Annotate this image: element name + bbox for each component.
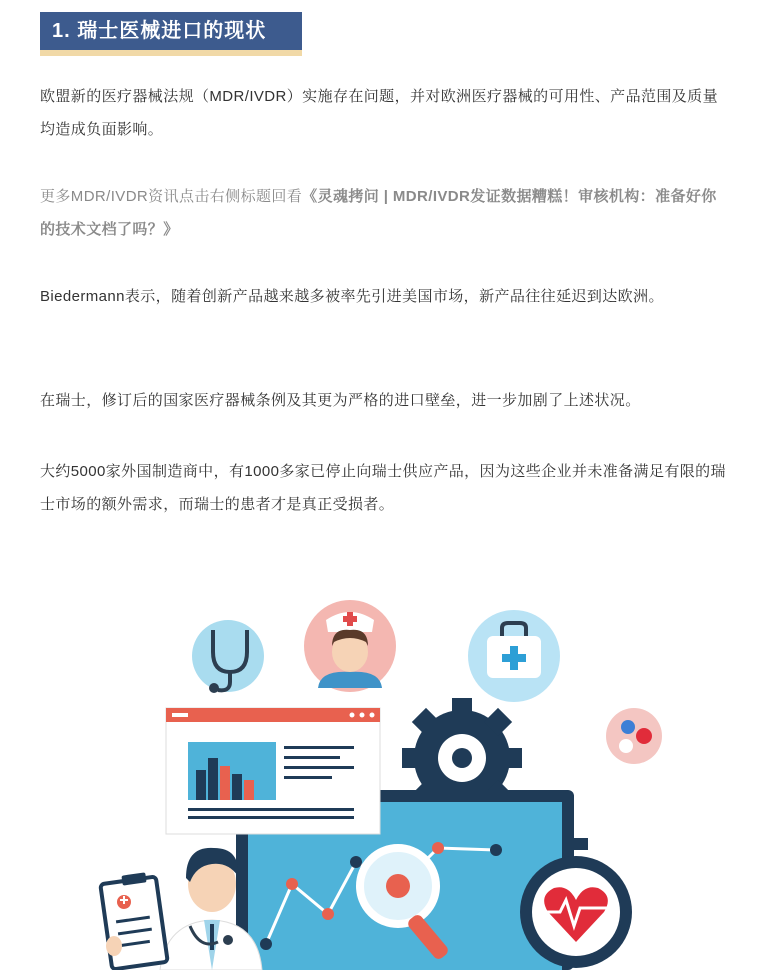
report-window-icon bbox=[166, 708, 380, 834]
section-heading: 1. 瑞士医械进口的现状 bbox=[40, 12, 302, 56]
paragraph-swiss-regulation: 在瑞士，修订后的国家医疗器械条例及其更为严格的进口壁垒，进一步加剧了上述状况。 bbox=[40, 392, 641, 409]
paragraph-more-info bbox=[40, 180, 730, 246]
clipboard-icon bbox=[100, 872, 167, 969]
paragraph-mdr-issues: 欧盟新的医疗器械法规（MDR/IVDR）实施存在问题，并对欧洲医疗器械的可用性、产品范围及质量均造成负面影响。 bbox=[40, 88, 718, 138]
first-aid-kit-icon bbox=[468, 610, 560, 702]
pills-icon bbox=[606, 708, 662, 764]
medical-illustration bbox=[0, 590, 769, 970]
paragraph-manufacturers: 大约5000家外国制造商中，有1000多家已停止向瑞士供应产品，因为这些企业并未准备满足有限的瑞士市场的额外需求，而瑞士的患者才是真正受损者。 bbox=[40, 463, 726, 513]
paragraph-biedermann: Biedermann表示，随着创新产品越来越多被率先引进美国市场，新产品往往延迟到达欧洲。 bbox=[40, 288, 664, 305]
nurse-icon bbox=[304, 600, 396, 692]
article-link[interactable]: 《灵魂拷问 | MDR/IVDR发证数据糟糕！审核机构：准备好你的技术文档了吗？》 bbox=[40, 188, 717, 238]
stethoscope-icon bbox=[192, 620, 264, 693]
more-info-prefix: 更多MDR/IVDR资讯点击右侧标题回看 bbox=[40, 188, 303, 205]
